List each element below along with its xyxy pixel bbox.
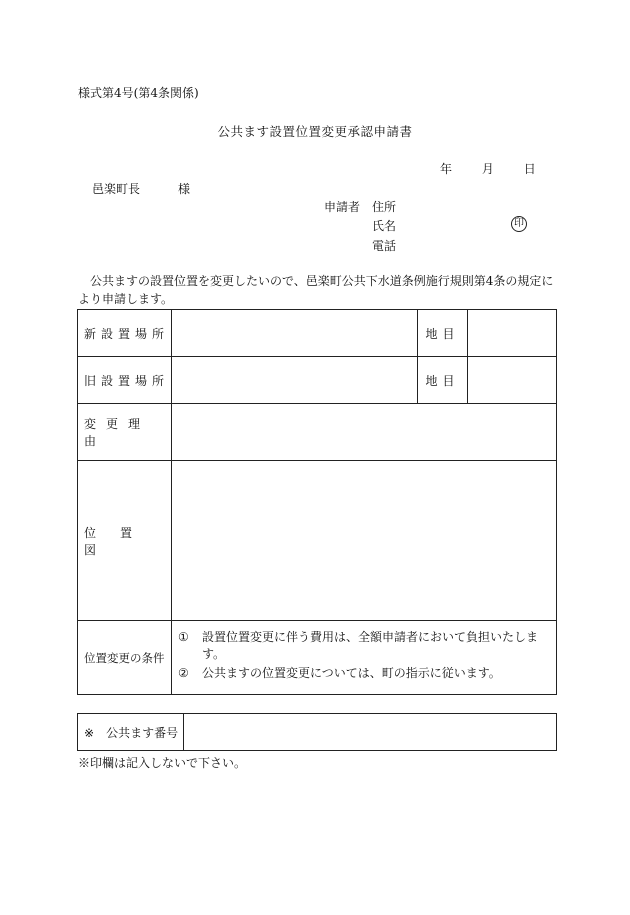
conditions-label: 位置変更の条件 [78, 621, 172, 695]
date-month: 月 [481, 162, 494, 176]
position-map-field[interactable] [172, 461, 557, 621]
reason-field[interactable] [172, 404, 557, 461]
conditions-list [172, 621, 557, 695]
footnote: ※印欄は記入しないで下さい。 [78, 756, 247, 770]
new-location-label: 新設置場所 [78, 310, 172, 357]
applicant-name-label: 氏名 [372, 219, 397, 233]
date-day: 日 [523, 162, 536, 176]
new-land-category-label: 地目 [418, 310, 468, 357]
form-number: 様式第4号(第4条関係) [78, 86, 199, 100]
position-map-label: 位置図 [78, 461, 172, 621]
new-land-category-field[interactable] [468, 310, 557, 357]
condition-number: ① [178, 630, 189, 644]
reason-row [78, 404, 557, 461]
old-location-label: 旧設置場所 [78, 357, 172, 404]
basin-number-row [78, 714, 557, 751]
addressee-honorific: 様 [178, 182, 191, 196]
condition-item [178, 629, 550, 663]
date-line [440, 160, 536, 177]
old-location-row [78, 357, 557, 404]
office-use-mark: ※ [84, 725, 95, 740]
condition-text: 公共ますの位置変更については、町の指示に従います。 [202, 666, 501, 680]
application-statement: 公共ますの設置位置を変更したいので、邑楽町公共下水道条例施行規則第4条の規定により申請します。 [78, 274, 554, 306]
application-table [77, 309, 557, 695]
conditions-row [78, 621, 557, 695]
office-use-table [77, 713, 557, 751]
basin-number-label [78, 714, 184, 751]
document-title: 公共ます設置位置変更承認申請書 [217, 124, 413, 139]
seal-mark: 印 [511, 216, 527, 232]
new-location-field[interactable] [172, 310, 418, 357]
applicant-label: 申請者 [324, 200, 361, 214]
addressee-name: 邑楽町長 [92, 182, 141, 196]
condition-text: 設置位置変更に伴う費用は、全額申請者において負担いたします。 [202, 630, 539, 661]
reason-label: 変更理由 [78, 404, 172, 461]
date-year: 年 [440, 162, 453, 176]
applicant-phone-label: 電話 [372, 239, 397, 253]
addressee [92, 180, 190, 197]
old-land-category-field[interactable] [468, 357, 557, 404]
condition-number: ② [178, 666, 189, 680]
basin-number-text: 公共ます番号 [106, 725, 179, 740]
basin-number-field[interactable] [184, 714, 557, 751]
condition-item [178, 665, 550, 682]
old-land-category-label: 地目 [418, 357, 468, 404]
applicant-address-label: 住所 [372, 200, 397, 214]
position-map-row [78, 461, 557, 621]
old-location-field[interactable] [172, 357, 418, 404]
new-location-row [78, 310, 557, 357]
